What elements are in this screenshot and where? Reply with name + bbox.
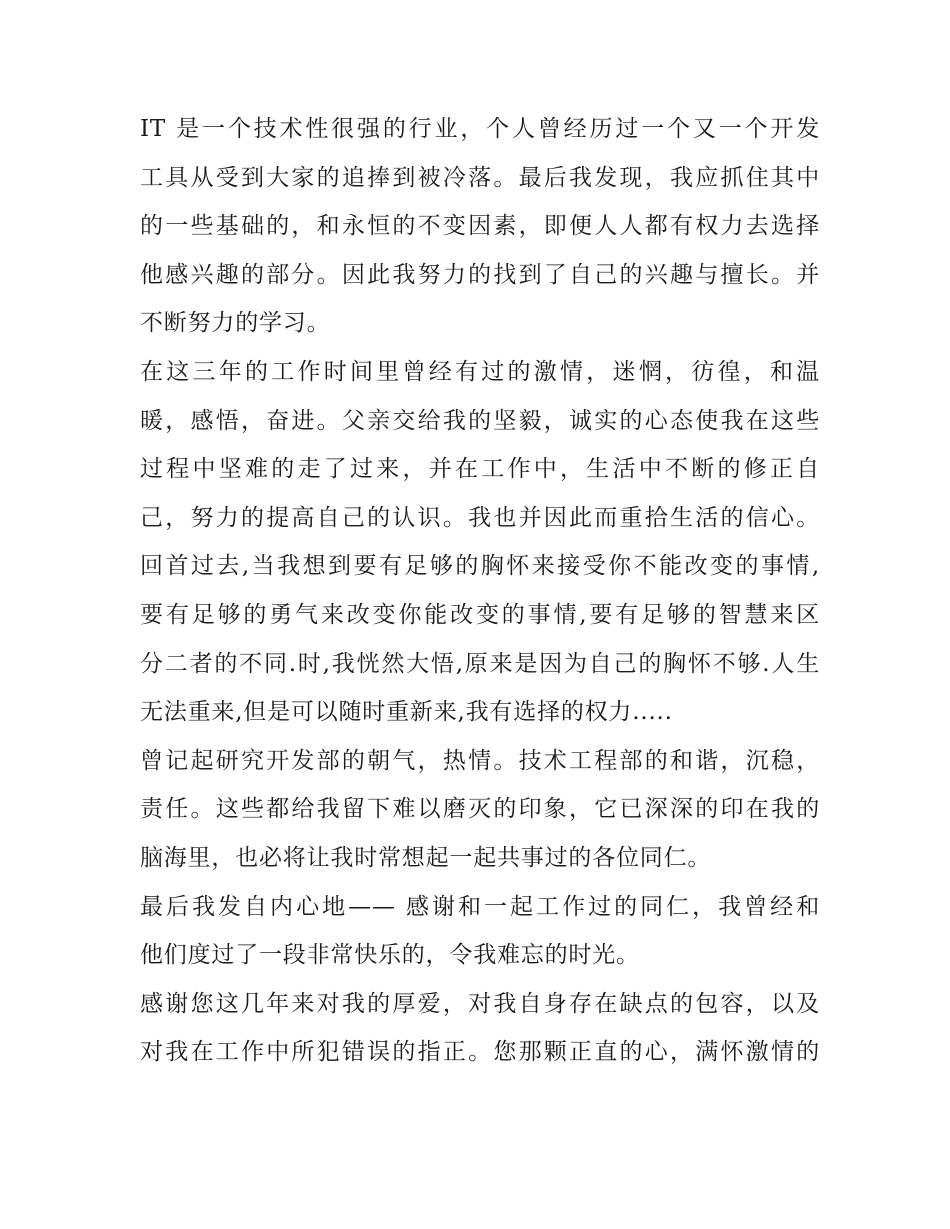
paragraph-4 [140,883,820,980]
paragraph-1 [140,105,820,348]
text-line: 感谢您这几年来对我的厚爱，对我自身存在缺点的包容，以及 [140,990,820,1017]
text-line: 不断努力的学习。 [140,310,331,337]
text-line: 脑海里，也必将让我时常想起一起共事过的各位同仁。 [140,844,712,871]
text-line: 曾记起研究开发部的朝气，热情。技术工程部的和谐，沉稳， [140,747,820,774]
text-line: 暖，感悟，奋进。父亲交给我的坚毅，诚实的心态使我在这些 [140,407,820,434]
text-line: 他感兴趣的部分。因此我努力的找到了自己的兴趣与擅长。并 [140,261,820,288]
text-line: 的一些基础的，和永恒的不变因素，即便人人都有权力去选择 [140,213,820,240]
paragraph-2 [140,348,820,737]
text-line: 回首过去,当我想到要有足够的胸怀来接受你不能改变的事情, [140,553,820,580]
text-line: 责任。这些都给我留下难以磨灭的印象，它已深深的印在我的 [140,796,820,823]
text-line: 对我在工作中所犯错误的指正。您那颗正直的心，满怀激情的 [140,1039,820,1066]
paragraph-5 [140,980,820,1077]
text-line: 己，努力的提高自己的认识。我也并因此而重拾生活的信心。 [140,504,820,531]
text-line: 最后我发自内心地—— 感谢和一起工作过的同仁，我曾经和 [140,893,820,920]
text-line: 他们度过了一段非常快乐的，令我难忘的时光。 [140,942,640,969]
document-body [140,105,820,1077]
text-line: 过程中坚难的走了过来，并在工作中，生活中不断的修正自 [140,456,820,483]
paragraph-3 [140,737,820,883]
text-line: IT 是一个技术性很强的行业，个人曾经历过一个又一个开发 [140,116,820,142]
text-line: 无法重来,但是可以随时重新来,我有选择的权力..... [140,699,673,726]
text-line: 要有足够的勇气来改变你能改变的事情,要有足够的智慧来区 [140,601,820,628]
text-line: 分二者的不同.时,我恍然大悟,原来是因为自己的胸怀不够.人生 [140,650,820,677]
text-line: 工具从受到大家的追捧到被冷落。最后我发现，我应抓住其中 [140,164,820,191]
text-line: 在这三年的工作时间里曾经有过的激情，迷惘，彷徨，和温 [140,358,820,385]
